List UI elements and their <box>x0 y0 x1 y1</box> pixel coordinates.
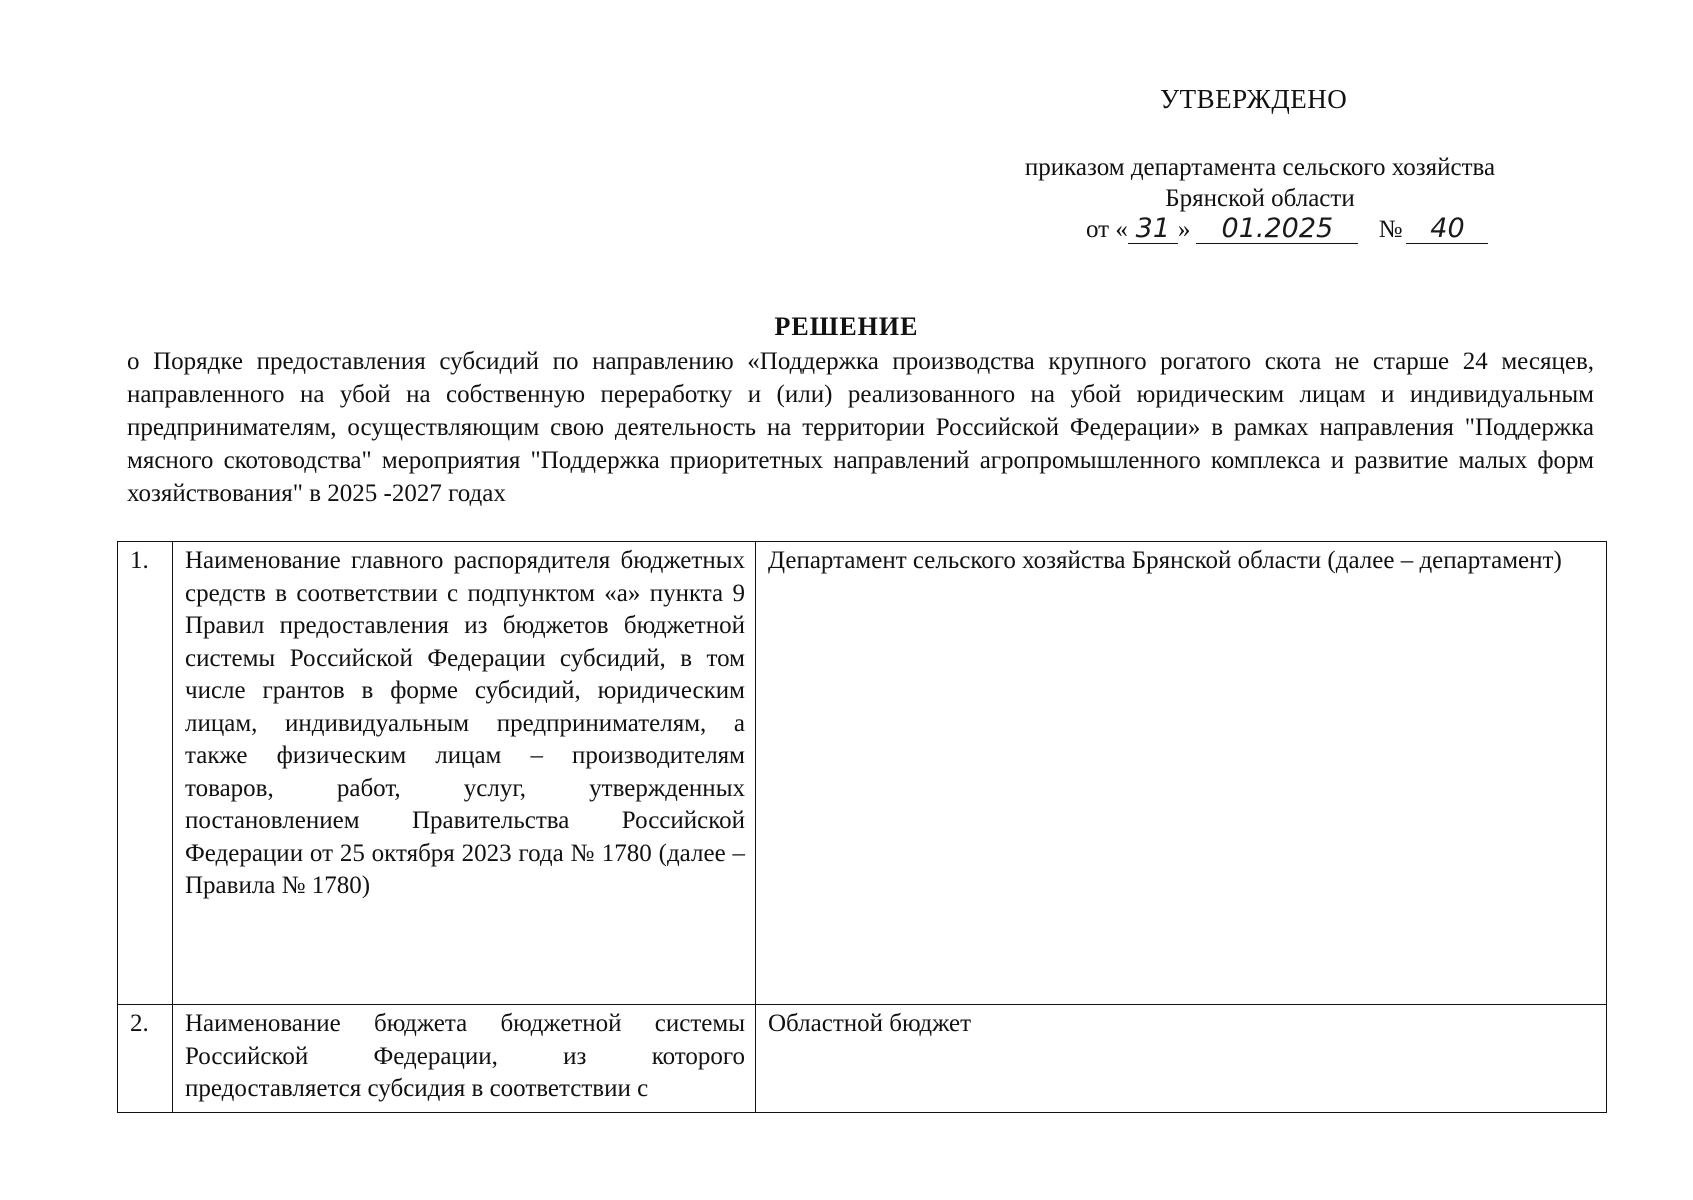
document-subject: о Порядке предоставления субсидий по направлению «Поддержка производства крупного рогатого скота не старше 24 месяцев, направленного на убой на собственную переработку и (или) реализованного на убой юридическим лицам и индивидуальным предпринимателям, осуществляющим свою деятельность на территории Российской Федерации» в рамках направления "Поддержка мясного скотоводства" мероприятия "Поддержка приоритетных направлений агропромышленного комплекса и развитие малых форм хозяйствования" в 2025 -2027 годах <box>127 348 1594 507</box>
number-prefix: № <box>1378 216 1403 243</box>
table-row <box>118 542 1607 1005</box>
handwritten-number: 40 <box>1406 215 1488 244</box>
date-separator: » <box>1177 216 1191 243</box>
row-label: Наименование бюджета бюджетной системы Российской Федерации, из которого предоставляется субсидия в соответствии с <box>173 1005 756 1113</box>
handwritten-day: 31 <box>1128 215 1178 244</box>
table-row <box>118 1005 1607 1113</box>
approved-stamp-label: УТВЕРЖДЕНО <box>1160 84 1348 114</box>
order-line-2: Брянской области <box>1165 185 1355 212</box>
row-number: 2. <box>118 1005 173 1113</box>
row-label: Наименование главного распорядителя бюджетных средств в соответствии с подпунктом «а» пункта 9 Правил предоставления из бюджетов бюджетной системы Российской Федерации субсидий, в том числе грантов в форме субсидий, юридическим лицам, индивидуальным предпринимателям, а также физическим лицам – производителям товаров, работ, услуг, утвержденных постановлением Правительства Российской Федерации от 25 октября 2023 года № 1780 (далее – Правила № 1780) <box>173 542 756 1005</box>
order-reference <box>980 152 1540 214</box>
row-number: 1. <box>118 542 173 1005</box>
date-prefix: от « <box>1086 216 1128 243</box>
row-value: Областной бюджет <box>756 1005 1607 1113</box>
decision-table <box>117 541 1607 1113</box>
order-date-number <box>1086 215 1488 244</box>
handwritten-date: 01.2025 <box>1196 215 1358 244</box>
order-line-1: приказом департамента сельского хозяйства <box>1024 154 1496 181</box>
row-value: Департамент сельского хозяйства Брянской области (далее – департамент) <box>756 542 1607 1005</box>
document-title: РЕШЕНИЕ <box>774 312 919 341</box>
